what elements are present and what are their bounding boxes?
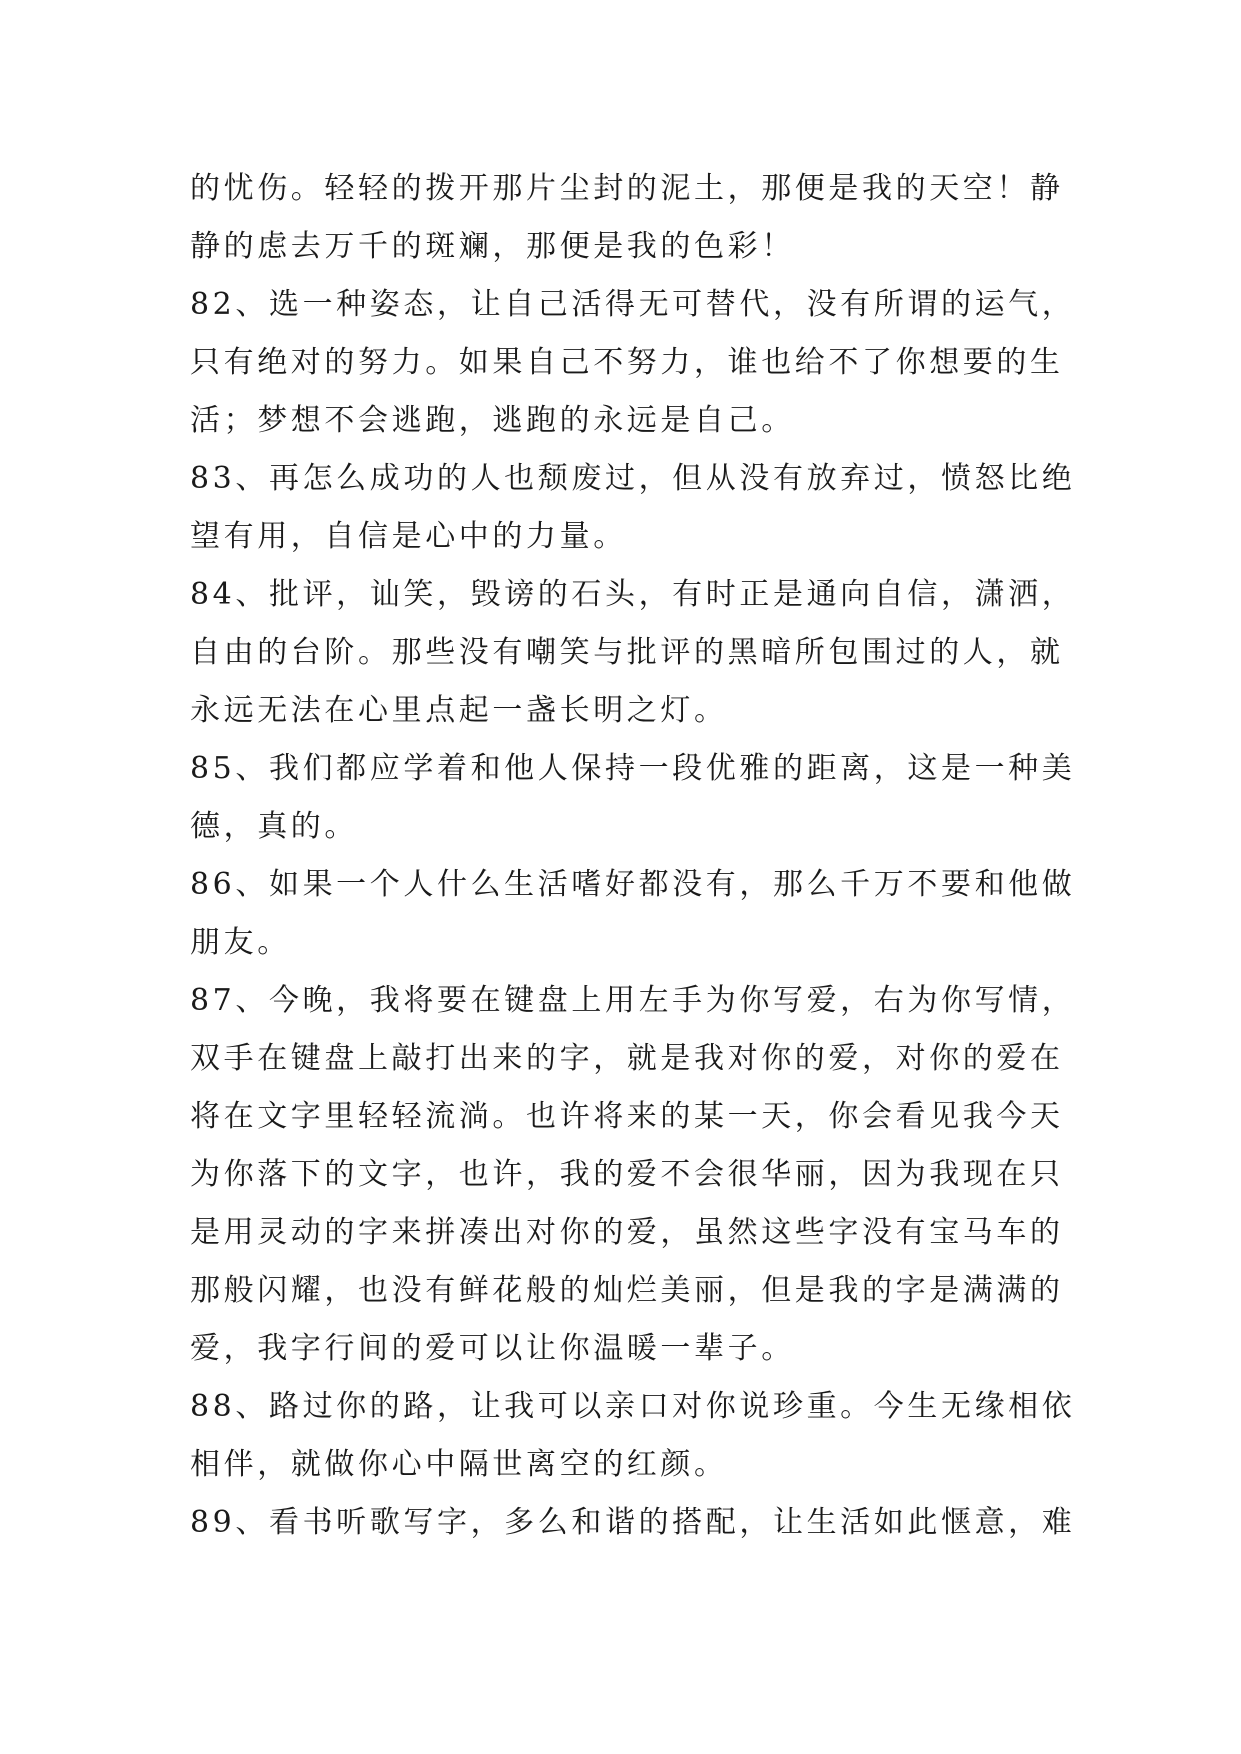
text-line: 86、如果一个人什么生活嗜好都没有，那么千万不要和他做 [190, 867, 1076, 902]
text-line: 88、路过你的路，让我可以亲口对你说珍重。今生无缘相依 [190, 1389, 1076, 1424]
text-line: 朋友。 [190, 925, 291, 960]
text-line: 82、选一种姿态，让自己活得无可替代，没有所谓的运气， [190, 287, 1076, 322]
text-line: 的忧伤。轻轻的拨开那片尘封的泥土，那便是我的天空！静 [190, 171, 1064, 206]
text-line: 双手在键盘上敲打出来的字，就是我对你的爱，对你的爱在 [190, 1041, 1064, 1076]
text-line: 只有绝对的努力。如果自己不努力，谁也给不了你想要的生 [190, 345, 1064, 380]
text-line: 自由的台阶。那些没有嘲笑与批评的黑暗所包围过的人，就 [190, 635, 1064, 670]
text-line: 那般闪耀，也没有鲜花般的灿烂美丽，但是我的字是满满的 [190, 1273, 1064, 1308]
text-line: 87、今晚，我将要在键盘上用左手为你写爱，右为你写情， [190, 983, 1076, 1018]
text-line: 相伴，就做你心中隔世离空的红颜。 [190, 1447, 728, 1482]
text-line: 静的虑去万千的斑斓，那便是我的色彩！ [190, 229, 795, 264]
text-line: 德，真的。 [190, 809, 358, 844]
text-line: 为你落下的文字，也许，我的爱不会很华丽，因为我现在只 [190, 1157, 1064, 1192]
text-line: 89、看书听歌写字，多么和谐的搭配，让生活如此惬意，难 [190, 1505, 1076, 1540]
text-line: 活；梦想不会逃跑，逃跑的永远是自己。 [190, 403, 795, 438]
text-line: 84、批评，讪笑，毁谤的石头，有时正是通向自信，潇洒， [190, 577, 1076, 612]
text-line: 83、再怎么成功的人也颓废过，但从没有放弃过，愤怒比绝 [190, 461, 1076, 496]
text-line: 85、我们都应学着和他人保持一段优雅的距离，这是一种美 [190, 751, 1076, 786]
text-line: 望有用，自信是心中的力量。 [190, 519, 627, 554]
text-line: 是用灵动的字来拼凑出对你的爱，虽然这些字没有宝马车的 [190, 1215, 1064, 1250]
text-line: 将在文字里轻轻流淌。也许将来的某一天，你会看见我今天 [190, 1099, 1064, 1134]
text-line: 永远无法在心里点起一盏长明之灯。 [190, 693, 728, 728]
document-body [190, 160, 1076, 1552]
text-line: 爱，我字行间的爱可以让你温暖一辈子。 [190, 1331, 795, 1366]
